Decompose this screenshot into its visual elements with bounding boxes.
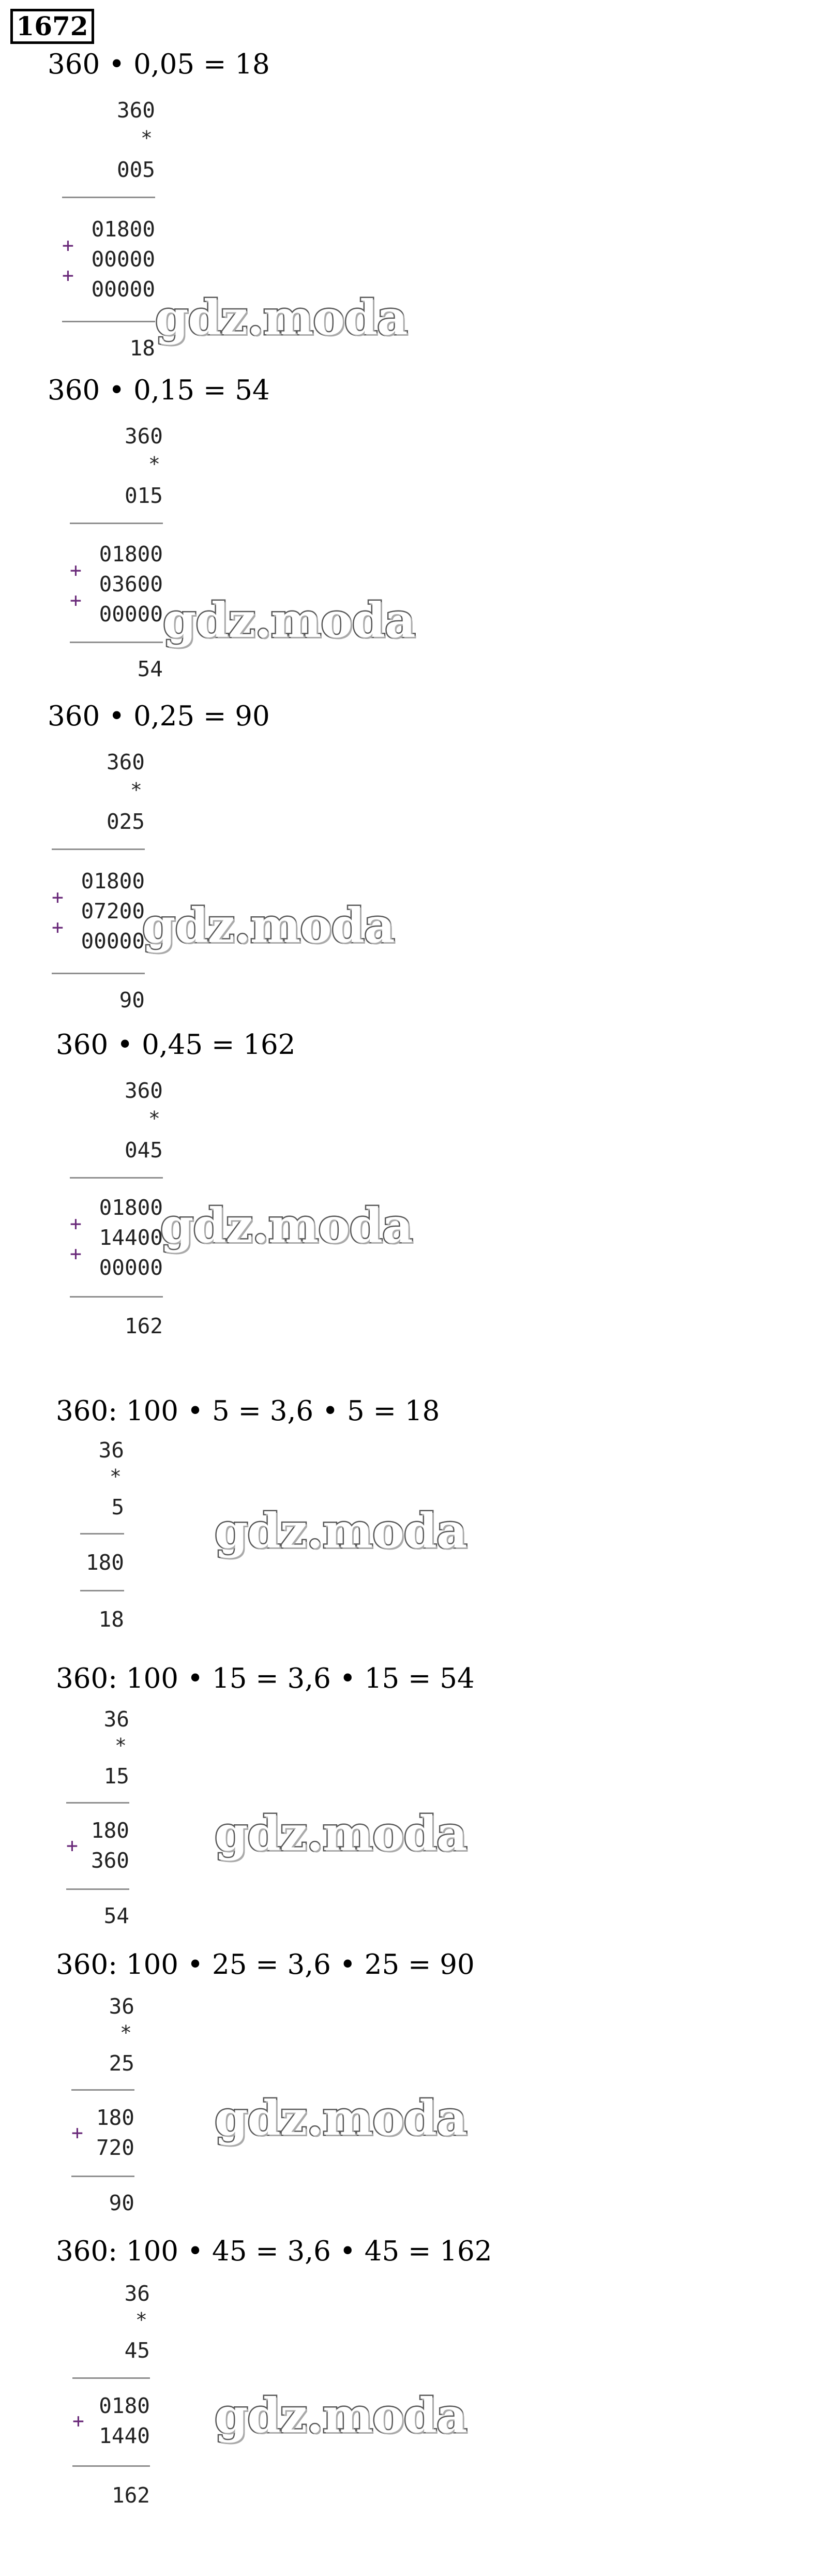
plus-sign: +	[71, 2121, 83, 2144]
watermark: gdz.moda	[215, 1503, 467, 1559]
problem-number: 1672	[10, 9, 94, 44]
multiply-sign-8: *	[135, 2309, 147, 2331]
rule	[66, 1802, 129, 1804]
result-3: 90	[119, 988, 145, 1012]
partial-5-1: 180	[85, 1550, 124, 1575]
plus-sign: +	[70, 559, 82, 582]
rule	[72, 2465, 150, 2467]
result-8: 162	[111, 2483, 150, 2508]
rule	[80, 1590, 124, 1591]
plus-sign: +	[62, 264, 74, 287]
multiplier-4: 045	[124, 1138, 163, 1163]
partial-1-2: 00000	[91, 247, 155, 272]
plus-sign: +	[70, 589, 82, 612]
result-7: 90	[109, 2191, 134, 2215]
partial-4-3: 00000	[99, 1255, 163, 1280]
watermark: gdz.moda	[163, 592, 415, 648]
rule	[72, 2377, 150, 2379]
rule	[70, 1177, 163, 1179]
watermark: gdz.moda	[215, 1806, 467, 1862]
watermark: gdz.moda	[215, 2388, 467, 2444]
watermark: gdz.moda	[142, 898, 395, 954]
multiply-sign-5: *	[110, 1465, 122, 1488]
multiply-sign-7: *	[120, 2021, 132, 2044]
plus-sign: +	[52, 916, 64, 939]
multiplicand-1: 360	[116, 98, 155, 123]
partial-8-1: 0180	[99, 2393, 150, 2418]
multiplicand-8: 36	[124, 2281, 150, 2306]
rule	[70, 642, 163, 643]
rule	[71, 2089, 134, 2091]
rule	[62, 321, 155, 322]
multiplier-3: 025	[106, 809, 145, 834]
plus-sign: +	[72, 2409, 84, 2432]
partial-4-1: 01800	[99, 1195, 163, 1220]
result-4: 162	[124, 1314, 163, 1338]
multiply-sign-3: *	[130, 779, 142, 801]
multiply-sign-6: *	[115, 1734, 127, 1757]
multiply-sign-4: *	[148, 1107, 160, 1130]
multiply-sign-1: *	[141, 127, 153, 150]
multiplier-6: 15	[103, 1764, 129, 1789]
watermark: gdz.moda	[215, 2090, 467, 2146]
plus-sign: +	[66, 1834, 78, 1857]
partial-3-2: 07200	[81, 899, 145, 924]
partial-1-3: 00000	[91, 277, 155, 302]
multiplier-5: 5	[111, 1495, 124, 1520]
multiplier-1: 005	[116, 157, 155, 182]
rule	[66, 1888, 129, 1890]
rule	[80, 1533, 124, 1535]
plus-sign: +	[70, 1242, 82, 1265]
rule	[52, 848, 145, 850]
multiplier-8: 45	[124, 2338, 150, 2363]
multiplicand-7: 36	[109, 1994, 134, 2019]
plus-sign: +	[62, 234, 74, 257]
multiplicand-3: 360	[106, 750, 145, 775]
partial-6-2: 360	[90, 1848, 129, 1873]
partial-2-3: 00000	[99, 602, 163, 627]
result-5: 18	[98, 1607, 124, 1632]
equation-7: 360: 100 • 25 = 3,6 • 25 = 90	[56, 1949, 475, 1981]
result-1: 18	[129, 336, 155, 361]
partial-8-2: 1440	[99, 2423, 150, 2448]
partial-2-1: 01800	[99, 542, 163, 567]
watermark: gdz.moda	[155, 290, 408, 346]
multiplier-7: 25	[109, 2051, 134, 2076]
multiplicand-2: 360	[124, 424, 163, 449]
equation-1: 360 • 0,05 = 18	[48, 49, 270, 80]
rule	[70, 1296, 163, 1298]
equation-8: 360: 100 • 45 = 3,6 • 45 = 162	[56, 2236, 492, 2267]
rule	[71, 2176, 134, 2177]
multiplicand-4: 360	[124, 1078, 163, 1103]
multiplicand-6: 36	[103, 1707, 129, 1732]
partial-7-2: 720	[96, 2135, 134, 2160]
plus-sign: +	[52, 886, 64, 909]
rule	[62, 197, 155, 198]
partial-7-1: 180	[96, 2105, 134, 2130]
rule	[52, 973, 145, 974]
equation-2: 360 • 0,15 = 54	[48, 375, 270, 406]
equation-5: 360: 100 • 5 = 3,6 • 5 = 18	[56, 1395, 440, 1427]
partial-3-1: 01800	[81, 869, 145, 894]
result-2: 54	[137, 657, 163, 681]
multiplier-2: 015	[124, 483, 163, 508]
partial-3-3: 00000	[81, 929, 145, 954]
equation-3: 360 • 0,25 = 90	[48, 701, 270, 732]
plus-sign: +	[70, 1212, 82, 1235]
watermark: gdz.moda	[160, 1198, 413, 1254]
equation-4: 360 • 0,45 = 162	[56, 1029, 296, 1061]
result-6: 54	[103, 1903, 129, 1928]
partial-4-2: 14400	[99, 1225, 163, 1250]
partial-1-1: 01800	[91, 217, 155, 242]
multiply-sign-2: *	[148, 453, 160, 475]
rule	[70, 523, 163, 524]
multiplicand-5: 36	[98, 1438, 124, 1463]
partial-6-1: 180	[90, 1818, 129, 1843]
equation-6: 360: 100 • 15 = 3,6 • 15 = 54	[56, 1663, 475, 1694]
partial-2-2: 03600	[99, 572, 163, 597]
